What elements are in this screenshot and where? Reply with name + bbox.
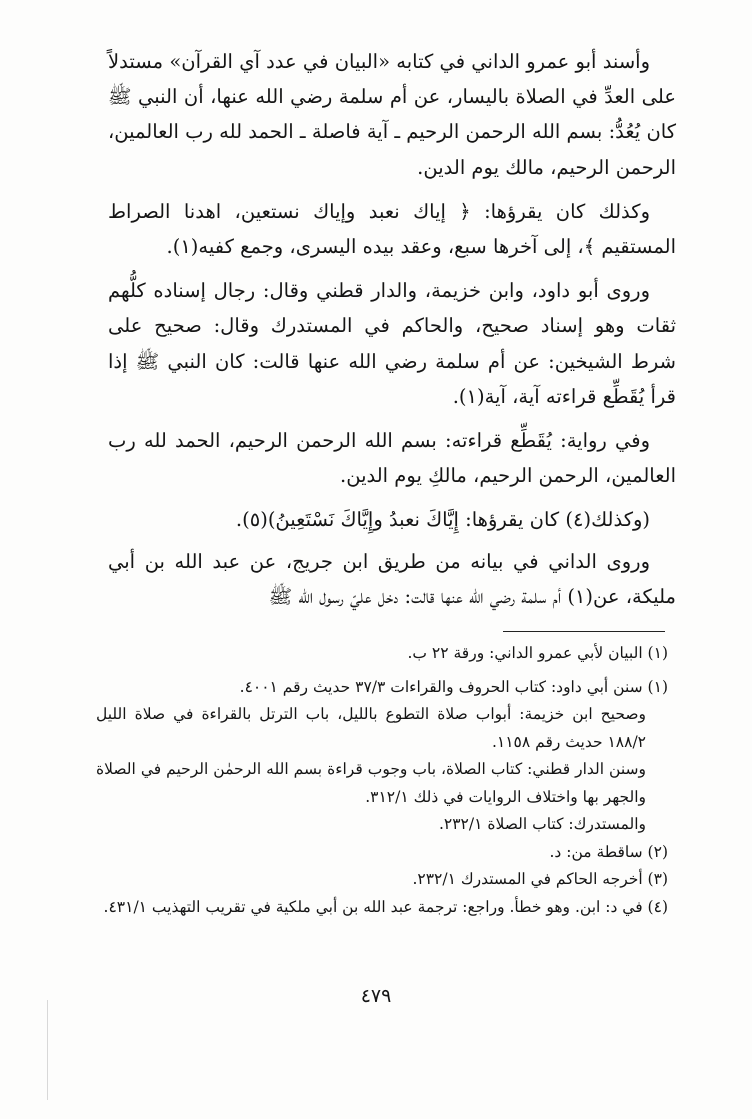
paragraph-4: وفي رواية: يُقَطِّع قراءته: بسم الله الرحمن الرحيم، الحمد لله رب العالمين، الرحمن الرحيم، مالكِ يوم الدين.	[108, 429, 676, 488]
footnote-2: (١) سنن أبي داود: كتاب الحروف والقراءات ٣٧/٣ حديث رقم ٤٠٠١.	[239, 677, 668, 696]
footnote-2-mustadrak: والمستدرك: كتاب الصلاة ٢٣٢/١.	[438, 815, 646, 833]
footnotes	[96, 640, 668, 921]
footnote-2-ibn-khuzaymah: وصحيح ابن خزيمة: أبواب صلاة التطوع بالليل، باب الترتل بالقراءة في صلاة الليل ١٨٨/٢ حديث رقم ١١٥٨.	[96, 705, 646, 751]
scan-edge-line	[47, 1000, 48, 1100]
footnote-2-daraqutni: وسنن الدار قطني: كتاب الصلاة، باب وجوب قراءة بسم الله الرحمٰن الرحيم في الصلاة والجهر بها واختلاف الروايات في ذلك ٣١٢/١.	[96, 760, 646, 806]
footnote-separator	[503, 631, 665, 632]
paragraph-6: وروى الداني في بيانه من طريق ابن جريج، عن عبد الله بن أبي مليكة، عن(١) أم سلمة رضي الله عنها قالت: دخل عليّ رسول الله ﷺ	[108, 549, 676, 608]
footnote-5: (٤) في د: ابن. وهو خطأ. وراجع: ترجمة عبد الله بن أبي ملكية في تقريب التهذيب ٤٣١/١.	[103, 897, 668, 916]
paragraph-3: وروى أبو داود، وابن خزيمة، والدار قطني وقال: رجال إسناده كلُّهم ثقات وهو إسناد صحيح، والحاكم في المستدرك وقال: صحيح على شرط الشيخين: عن أم سلمة رضي الله عنها قالت: كان النبي ﷺ إذا قرأ يُقَطِّع قراءته آية، آية(١).	[108, 279, 676, 408]
paragraph-1: وأسند أبو عمرو الداني في كتابه «البيان في عدد آي القرآن» مستدلاً على العدِّ في الصلاة باليسار، عن أم سلمة رضي الله عنها، أن النبي ﷺ كان يُعُدُّ: بسم الله الرحمن الرحيم ـ آية فاصلة ـ الحمد لله رب العالمين، الرحمن الرحيم، مالك يوم الدين.	[108, 50, 676, 179]
footnote-3: (٢) ساقطة من: د.	[549, 842, 668, 861]
main-text	[108, 44, 676, 623]
paragraph-5: (وكذلك(٤) كان يقرؤها: إِيَّاكَ نعبدُ وإِيَّاكَ نَسْتَعِينُ)(٥).	[235, 508, 650, 532]
page-number: ٤٧٩	[360, 985, 392, 1007]
footnote-4: (٣) أخرجه الحاكم في المستدرك ٢٣٢/١.	[412, 870, 668, 888]
footnote-1: (١) البيان لأبي عمرو الداني: ورقة ٢٢ ب.	[407, 644, 668, 662]
paragraph-2: وكذلك كان يقرؤها: ﴿ إياك نعبد وإياك نستعين، اهدنا الصراط المستقيم ﴾، إلى آخرها سبع، وعقد بيده اليسرى، وجمع كفيه(١).	[108, 199, 676, 259]
